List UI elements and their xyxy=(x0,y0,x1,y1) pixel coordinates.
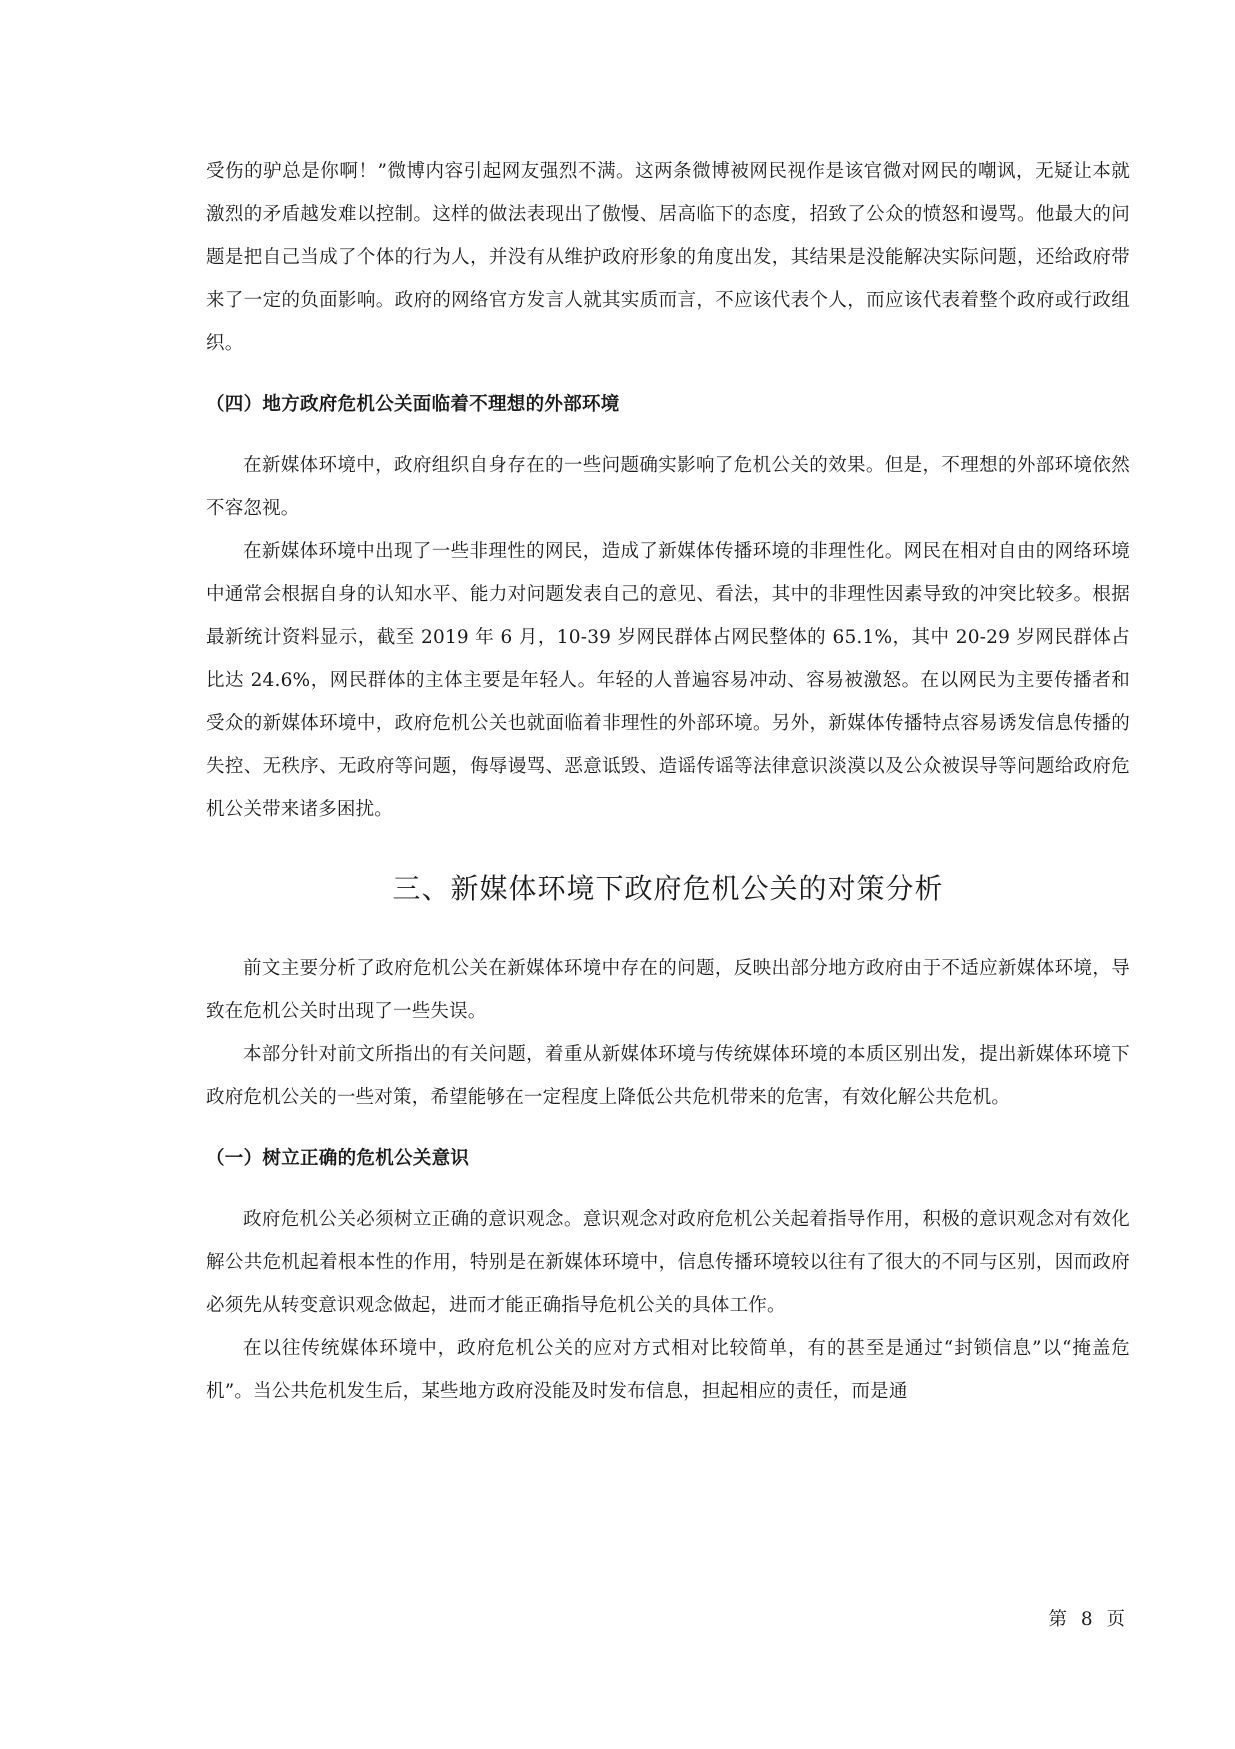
subsection-heading: （一）树立正确的危机公关意识 xyxy=(206,1148,470,1169)
paragraph: 受伤的驴总是你啊！”微博内容引起网友强烈不满。这两条微博被网民视作是该官微对网民的嘲讽，无疑让本就激烈的矛盾越发难以控制。这样的做法表现出了傲慢、居高临下的态度，招致了公众的愤怒和谩骂。他最大的问题是把自己当成了个体的行为人，并没有从维护政府形象的角度出发，其结果是没能解决实际问题，还给政府带来了一定的负面影响。政府的网络官方发言人就其实质而言，不应该代表个人，而应该代表着整个政府或行政组织。 xyxy=(206,161,1130,354)
paragraph: 在新媒体环境中，政府组织自身存在的一些问题确实影响了危机公关的效果。但是，不理想的外部环境依然不容忽视。 xyxy=(206,455,1130,519)
paragraph: 政府危机公关必须树立正确的意识观念。意识观念对政府危机公关起着指导作用，积极的意识观念对有效化解公共危机起着根本性的作用，特别是在新媒体环境中，信息传播环境较以往有了很大的不同与区别，因而政府必须先从转变意识观念做起，进而才能正确指导危机公关的具体工作。 xyxy=(206,1209,1130,1316)
document-page xyxy=(206,150,1130,1413)
section-heading: 三、新媒体环境下政府危机公关的对策分析 xyxy=(392,872,944,905)
paragraph: 在以往传统媒体环境中，政府危机公关的应对方式相对比较简单，有的甚至是通过“封锁信息”以“掩盖危机”。当公共危机发生后，某些地方政府没能及时发布信息，担起相应的责任，而是通 xyxy=(206,1338,1130,1402)
paragraph: 在新媒体环境中出现了一些非理性的网民，造成了新媒体传播环境的非理性化。网民在相对自由的网络环境中通常会根据自身的认知水平、能力对问题发表自己的意见、看法，其中的非理性因素导致的冲突比较多。根据最新统计资料显示，截至 2019 年 6 月，10-39 岁网民群体占网民整体的 65.1%，其中 20-29 岁网民群体占比达 24.6%，网民群体的主体主要是年轻人。年轻的人普遍容易冲动、容易被激怒。在以网民为主要传播者和受众的新媒体环境中，政府危机公关也就面临着非理性的外部环境。另外，新媒体传播特点容易诱发信息传播的失控、无秩序、无政府等问题，侮辱谩骂、恶意诋毁、造谣传谣等法律意识淡漠以及公众被误导等问题给政府危机公关带来诸多困扰。 xyxy=(206,541,1130,820)
subsection-heading: （四）地方政府危机公关面临着不理想的外部环境 xyxy=(206,394,620,415)
paragraph: 本部分针对前文所指出的有关问题，着重从新媒体环境与传统媒体环境的本质区别出发，提出新媒体环境下政府危机公关的一些对策，希望能够在一定程度上降低公共危机带来的危害，有效化解公共危机。 xyxy=(206,1044,1130,1108)
page-number: 第 8 页 xyxy=(1048,1609,1129,1630)
paragraph: 前文主要分析了政府危机公关在新媒体环境中存在的问题，反映出部分地方政府由于不适应新媒体环境，导致在危机公关时出现了一些失误。 xyxy=(206,958,1130,1022)
